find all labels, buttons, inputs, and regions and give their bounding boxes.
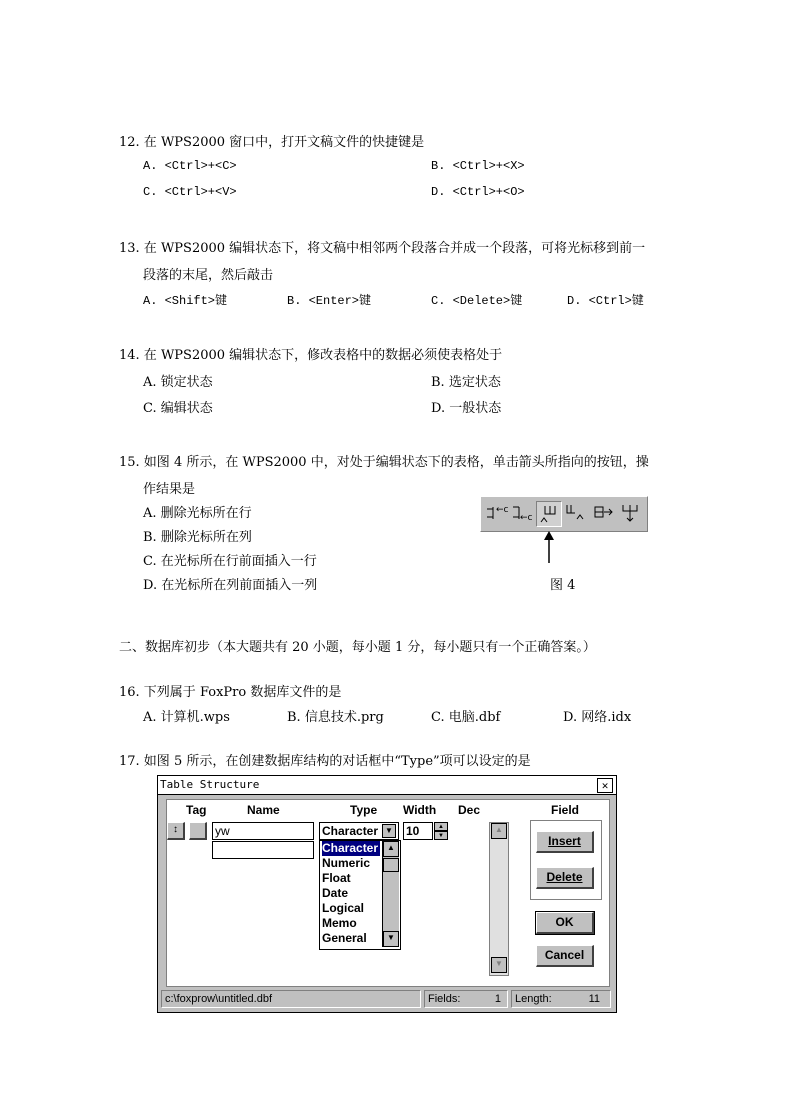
scroll-down-icon[interactable]: ▼	[491, 957, 507, 973]
grid-scrollbar[interactable]	[489, 822, 509, 976]
q12-option-b: B. <Ctrl>+<X>	[431, 159, 525, 173]
status-path: c:\foxprow\untitled.dbf	[161, 990, 421, 1008]
q16-option-b: B. 信息技术.prg	[287, 710, 384, 725]
q13-option-d: D. <Ctrl>键	[567, 294, 644, 308]
chevron-down-icon[interactable]: ▼	[382, 824, 396, 838]
cancel-button[interactable]: Cancel	[536, 945, 594, 967]
table-edit-toolbar	[480, 496, 648, 532]
q15-option-c: C. 在光标所在行前面插入一行	[143, 554, 317, 569]
q16-option-d: D. 网络.idx	[563, 710, 632, 725]
header-field: Field	[551, 803, 580, 817]
type-dropdown-list	[319, 840, 401, 950]
q14-option-b: B. 选定状态	[431, 375, 501, 390]
name-field-empty[interactable]	[212, 841, 314, 859]
header-type: Type	[350, 803, 378, 817]
delete-row-icon[interactable]	[483, 501, 507, 525]
header-width: Width	[403, 803, 437, 817]
status-length-label: Length:	[515, 993, 552, 1005]
scroll-up-icon[interactable]: ▲	[491, 823, 507, 839]
width-down-icon[interactable]: ▼	[434, 831, 448, 840]
q13-stem-line2: 段落的末尾，然后敲击	[143, 268, 274, 283]
dialog-title: Table Structure	[160, 778, 260, 791]
type-option-memo[interactable]: Memo	[322, 916, 357, 930]
dropdown-down-icon[interactable]: ▼	[383, 931, 399, 947]
q13-option-c: C. <Delete>键	[431, 294, 523, 308]
status-length-value: 11	[588, 993, 600, 1005]
width-up-icon[interactable]: ▲	[434, 822, 448, 831]
merge-icon[interactable]	[618, 501, 642, 525]
type-option-logical[interactable]: Logical	[322, 901, 365, 915]
split-icon[interactable]	[591, 501, 615, 525]
dropdown-thumb[interactable]	[383, 858, 399, 872]
q17-stem: 17. 如图 5 所示，在创建数据库结构的对话框中“Type”项可以设定的是	[119, 754, 531, 769]
header-dec: Dec	[458, 803, 481, 817]
close-icon[interactable]: ✕	[597, 778, 613, 793]
q14-option-c: C. 编辑状态	[143, 401, 213, 416]
delete-button[interactable]: Delete	[536, 867, 594, 889]
type-option-numeric[interactable]: Numeric	[322, 856, 371, 870]
svg-text:←c: ←c	[520, 513, 533, 523]
q15-option-b: B. 删除光标所在列	[143, 530, 252, 545]
q16-option-c: C. 电脑.dbf	[431, 710, 501, 725]
pointer-arrow-icon	[542, 530, 556, 564]
type-select-value: Character	[322, 824, 379, 838]
insert-column-icon[interactable]	[563, 501, 587, 525]
table-structure-dialog	[157, 775, 617, 1013]
section-2-heading: 二、数据库初步（本大题共有 20 小题，每小题 1 分，每小题只有一个正确答案。）	[119, 640, 596, 655]
q16-stem: 16. 下列属于 FoxPro 数据库文件的是	[119, 685, 342, 700]
q12-stem: 12. 在 WPS2000 窗口中，打开文稿文件的快捷键是	[119, 135, 425, 150]
dialog-title-bar	[158, 776, 616, 795]
name-field[interactable]: yw	[212, 822, 314, 840]
figure-4-caption: 图 4	[550, 578, 576, 593]
q15-option-a: A. 删除光标所在行	[143, 506, 252, 521]
ok-button[interactable]: OK	[536, 912, 594, 934]
insert-row-icon[interactable]	[536, 501, 562, 527]
q13-option-b: B. <Enter>键	[287, 294, 372, 308]
q12-option-d: D. <Ctrl>+<O>	[431, 185, 525, 199]
status-fields	[424, 990, 508, 1008]
type-option-character[interactable]: Character	[322, 841, 379, 855]
q12-option-a: A. <Ctrl>+<C>	[143, 159, 237, 173]
width-field[interactable]: 10	[403, 822, 433, 840]
delete-column-icon[interactable]	[509, 501, 533, 525]
status-fields-label: Fields:	[428, 993, 461, 1005]
q13-stem-line1: 13. 在 WPS2000 编辑状态下，将文稿中相邻两个段落合并成一个段落，可将光标移到前一	[119, 241, 646, 256]
status-length	[511, 990, 611, 1008]
q12-option-c: C. <Ctrl>+<V>	[143, 185, 237, 199]
type-option-general[interactable]: General	[322, 931, 367, 945]
move-handle-icon[interactable]: ↕	[167, 822, 185, 840]
type-option-date[interactable]: Date	[322, 886, 349, 900]
insert-button[interactable]: Insert	[536, 831, 594, 853]
q14-stem: 14. 在 WPS2000 编辑状态下，修改表格中的数据必须使表格处于	[119, 348, 503, 363]
tag-button[interactable]	[189, 822, 207, 840]
q14-option-d: D. 一般状态	[431, 401, 502, 416]
q15-stem-line1: 15. 如图 4 所示，在 WPS2000 中，对处于编辑状态下的表格，单击箭头所指向的按钮，操	[119, 455, 649, 470]
type-option-float[interactable]: Float	[322, 871, 351, 885]
q15-stem-line2: 作结果是	[143, 482, 196, 497]
dropdown-up-icon[interactable]: ▲	[383, 841, 399, 857]
header-tag: Tag	[186, 803, 207, 817]
q13-option-a: A. <Shift>键	[143, 294, 228, 308]
status-fields-value: 1	[494, 993, 501, 1005]
q15-option-d: D. 在光标所在列前面插入一列	[143, 578, 318, 593]
q14-option-a: A. 锁定状态	[143, 375, 213, 390]
q16-option-a: A. 计算机.wps	[143, 710, 230, 725]
svg-text:←c: ←c	[496, 505, 509, 515]
header-name: Name	[247, 803, 280, 817]
